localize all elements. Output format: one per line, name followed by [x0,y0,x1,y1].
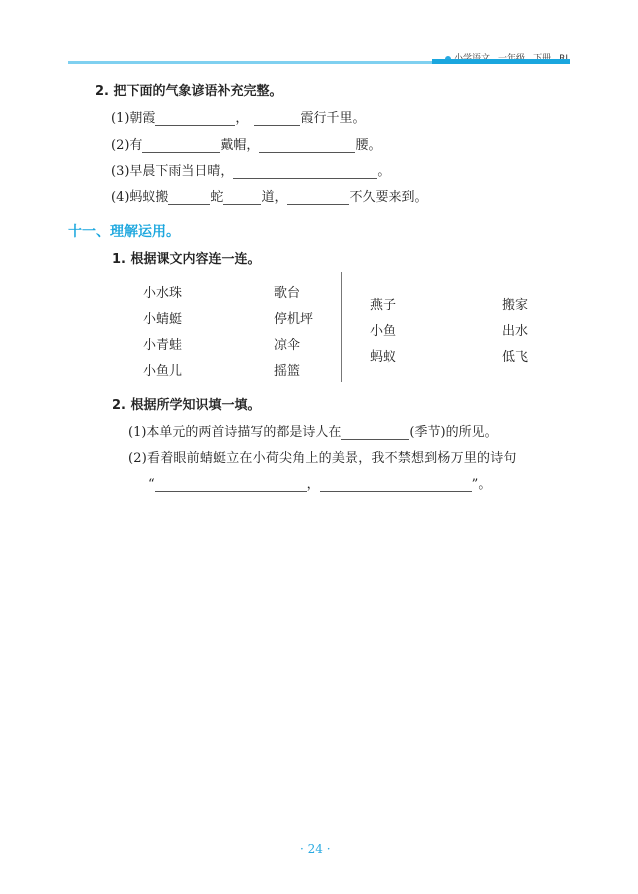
text: (1)朝霞 [111,111,156,126]
match-word: 小蜻蜓 [143,312,183,327]
text: 腰。 [355,138,382,153]
match-word: 小水珠 [143,286,183,301]
fill-line-1 [128,421,498,440]
text: “ [148,477,155,492]
match-word: 搬家 [502,298,529,313]
text: 。 [377,164,391,179]
text: 霞行千里。 [300,111,366,126]
answer-blank[interactable] [142,138,220,153]
match-word: 燕子 [370,298,397,313]
page-number: · 24 · [300,842,331,856]
match-word: 小青蛙 [143,338,183,353]
text: 不久要来到。 [349,190,428,205]
section-title: 十一、理解运用。 [68,224,180,240]
text: (季节)的所见。 [409,425,498,440]
match-word: 出水 [502,324,529,339]
question-title: 2. 把下面的气象谚语补充完整。 [95,84,283,99]
match-word: 小鱼 [370,324,397,339]
answer-blank[interactable] [155,477,307,492]
proverb-line-4 [111,186,427,205]
fill-line-2b [148,473,491,492]
proverb-line-2 [111,134,381,153]
column-divider [341,272,342,382]
text: (3)早晨下雨当日晴， [111,164,234,179]
text: (1)本单元的两首诗描写的都是诗人在 [128,425,342,440]
match-word: 低飞 [502,350,529,365]
header-rule-accent [432,59,570,64]
match-word: 停机坪 [274,312,314,327]
text: ”。 [471,477,492,492]
answer-blank[interactable] [233,164,377,179]
proverb-line-1 [111,107,365,126]
answer-blank[interactable] [287,190,349,205]
answer-blank[interactable] [341,425,409,440]
match-word: 小鱼儿 [143,364,183,379]
answer-blank[interactable] [254,111,300,126]
answer-blank[interactable] [155,111,235,126]
text: 蛇 [210,190,224,205]
match-word: 歌台 [274,286,301,301]
match-word: 摇篮 [274,364,301,379]
question-title: 1. 根据课文内容连一连。 [112,252,261,267]
answer-blank[interactable] [320,477,472,492]
match-word: 凉伞 [274,338,301,353]
text: ， [235,111,249,126]
question-title: 2. 根据所学知识填一填。 [112,398,261,413]
text: ， [306,477,320,492]
answer-blank[interactable] [223,190,261,205]
match-word: 蚂蚁 [370,350,397,365]
text: 戴帽， [220,138,260,153]
text: (4)蚂蚁搬 [111,190,169,205]
answer-blank[interactable] [259,138,355,153]
text: (2)有 [111,138,143,153]
proverb-line-3 [111,160,390,179]
fill-line-2: (2)看着眼前蜻蜓立在小荷尖角上的美景，我不禁想到杨万里的诗句 [128,451,517,466]
text: 道， [261,190,288,205]
answer-blank[interactable] [168,190,210,205]
